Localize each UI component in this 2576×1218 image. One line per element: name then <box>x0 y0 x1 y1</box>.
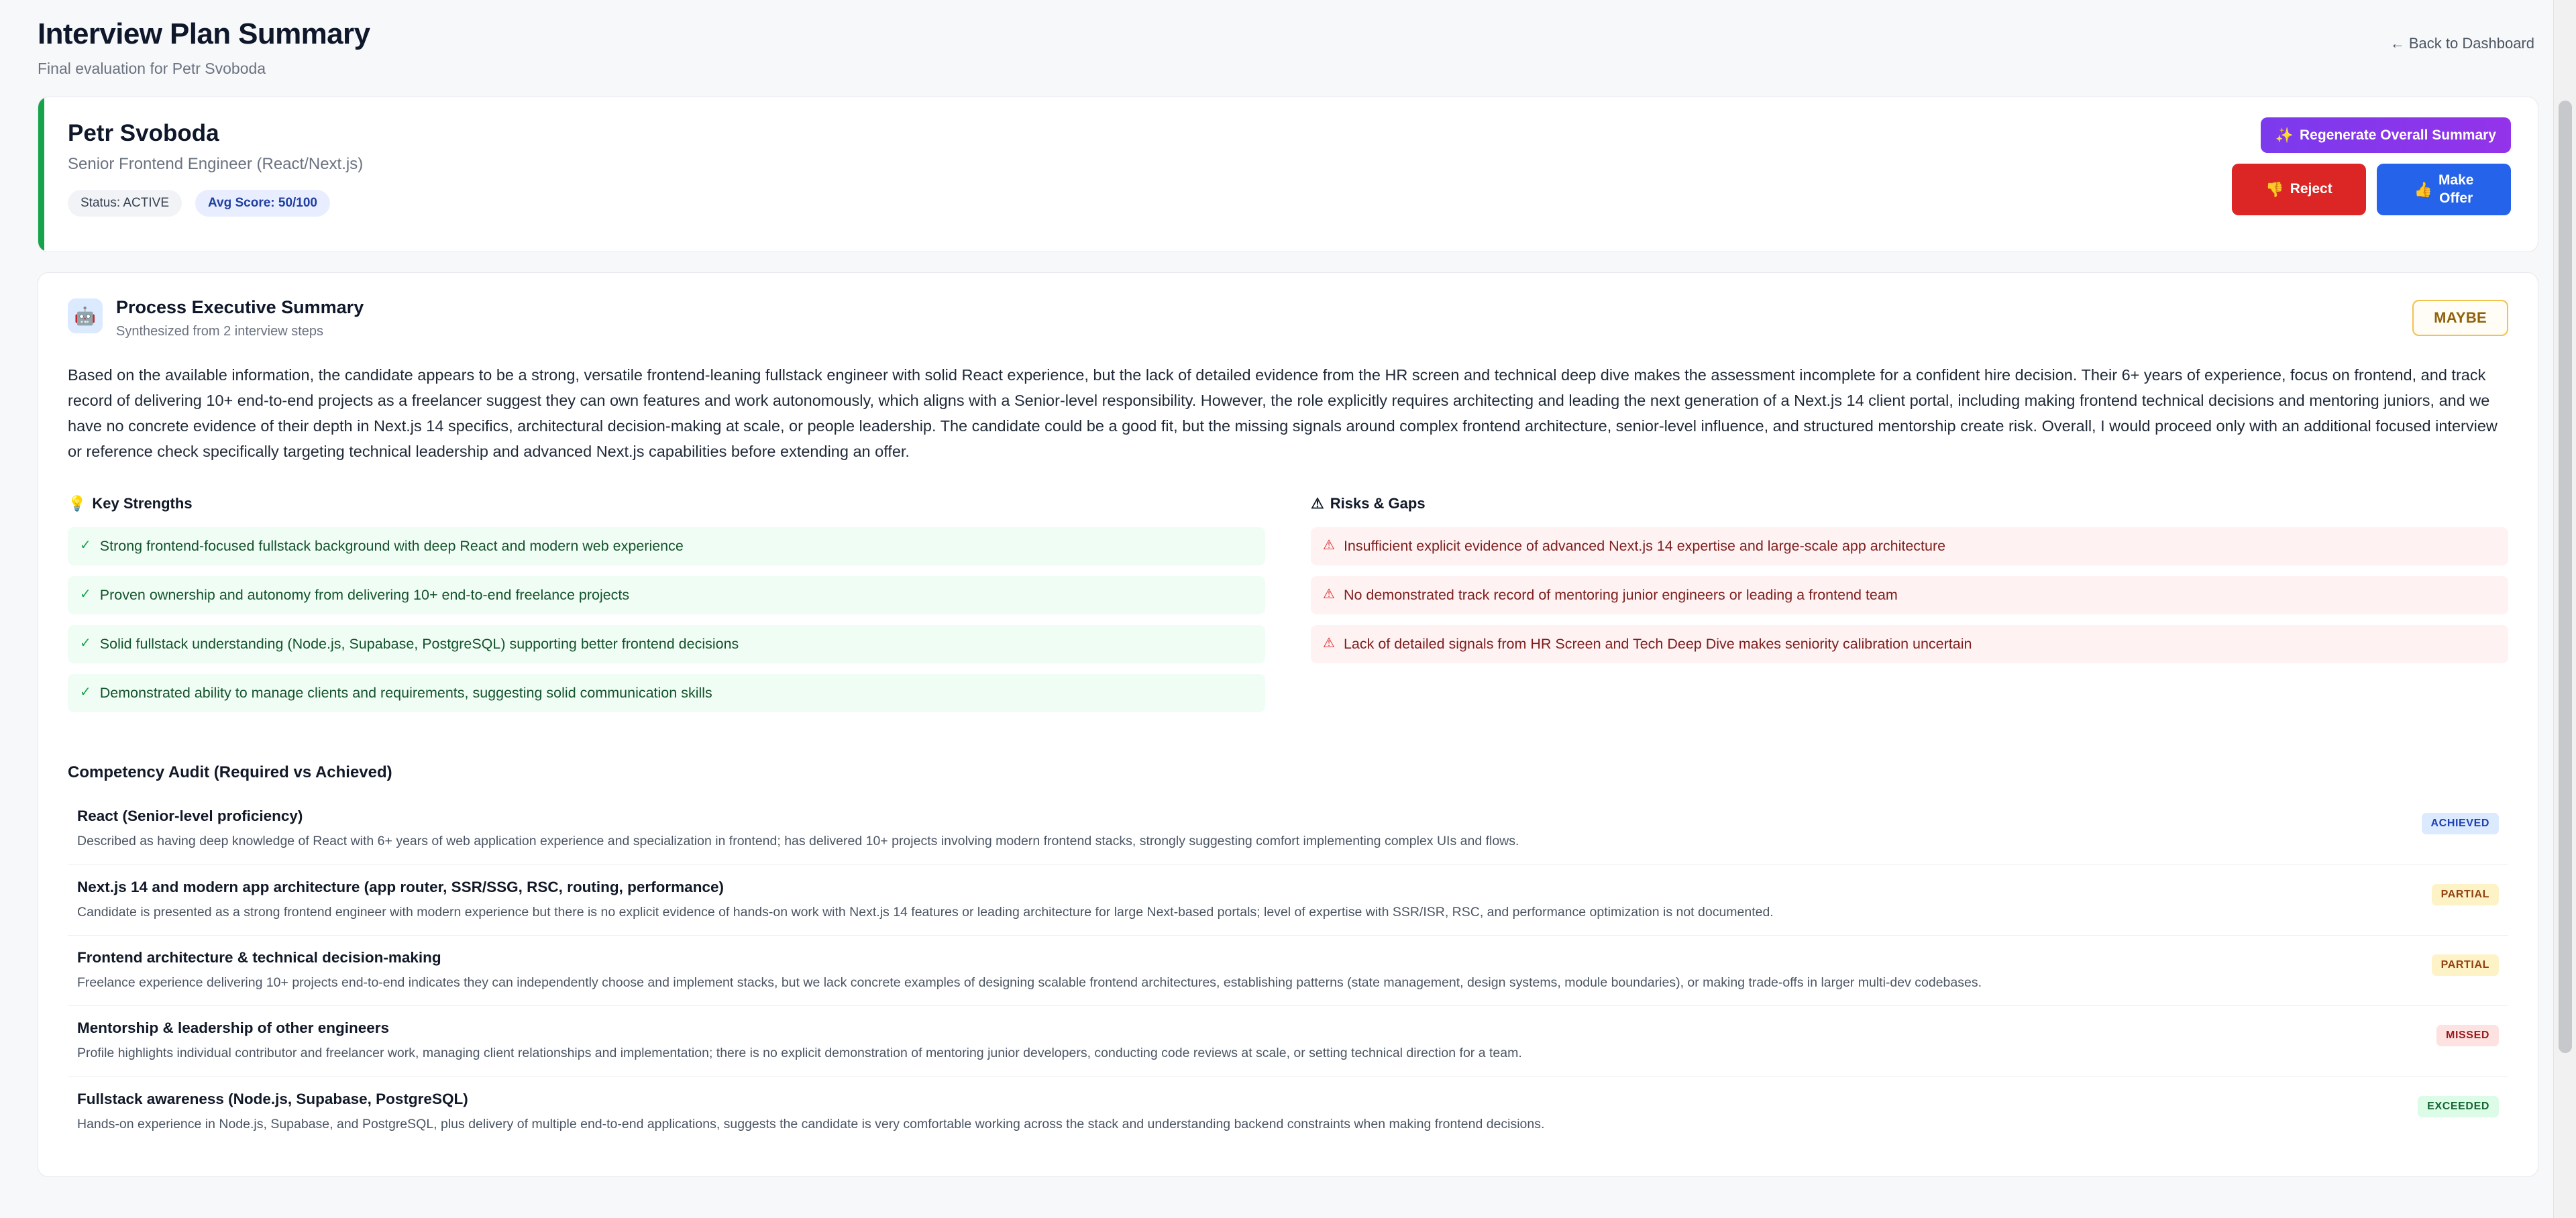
list-item-text: Insufficient explicit evidence of advanced Next.js 14 expertise and large-scale app architecture <box>1343 538 1946 555</box>
table-row <box>68 935 2508 1005</box>
thumbs-up-icon: 👍 <box>2414 180 2432 198</box>
list-item <box>1311 576 2508 614</box>
table-row <box>68 865 2508 935</box>
check-circle-icon: ✓ <box>80 587 91 602</box>
make-offer-label-line1: Make <box>2438 172 2474 188</box>
competency-name: Frontend architecture & technical decision-making <box>77 948 441 966</box>
make-offer-label-line2: Offer <box>2439 190 2473 206</box>
page-scrollbar[interactable] <box>2553 0 2576 1218</box>
check-circle-icon: ✓ <box>80 538 91 553</box>
competency-audit-list <box>68 794 2508 1146</box>
check-circle-icon: ✓ <box>80 685 91 700</box>
list-item <box>1311 625 2508 663</box>
candidate-actions <box>2232 117 2511 215</box>
summary-subtitle: Synthesized from 2 interview steps <box>116 324 324 339</box>
sparkles-icon: ✨ <box>2275 127 2294 144</box>
list-item-text: Lack of detailed signals from HR Screen and Tech Deep Dive makes seniority calibration uncertain <box>1343 636 1972 653</box>
risks-gaps-label: Risks & Gaps <box>1330 495 1426 512</box>
regenerate-overall-summary-button[interactable] <box>2261 117 2511 153</box>
back-to-dashboard-link[interactable]: ← Back to Dashboard <box>2390 35 2534 52</box>
competency-description: Freelance experience delivering 10+ projects end-to-end indicates they can independently choose and implement stacks, but we lack concrete examples of designing scalable frontend architectures, establishing patterns (state management, design systems, module boundaries), or making trade-offs in larger multi-dev codebases. <box>77 975 1982 990</box>
risks-gaps-title <box>1311 495 2508 512</box>
list-item-text: Demonstrated ability to manage clients and requirements, suggesting solid communication skills <box>99 685 712 702</box>
competency-description: Described as having deep knowledge of React with 6+ years of web application experience and specialization in frontend; has delivered 10+ projects involving modern frontend stacks, strongly suggesting comfort implementing complex UIs and flows. <box>77 834 1519 849</box>
summary-body-text: Based on the available information, the candidate appears to be a strong, versatile frontend-leaning fullstack engineer with solid React experience, but the lack of detailed evidence from the HR screen and technical deep dive makes the assessment incomplete for a confident hire decision. Their 6+ years of experience, focus on frontend, and track record of delivering 10+ end-to-end projects as a freelancer suggest they can own features and work autonomously, which aligns with a Senior-level responsibility. However, the role explicitly requires architecting and leading the next generation of a Next.js 14 client portal, including making frontend technical decisions and mentoring juniors, and we have no concrete evidence of their depth in Next.js 14 specifics, architectural decision-making at scale, or people leadership. The candidate could be a good fit, but the missing signals around complex frontend architecture, senior-level influence, and structured mentorship create risk. Overall, I would proceed only with an additional focused interview or reference check specifically targeting technical leadership and advanced Next.js capabilities before extending an offer. <box>68 366 2498 461</box>
competency-status-badge: PARTIAL <box>2432 954 2499 976</box>
list-item-text: Proven ownership and autonomy from delivering 10+ end-to-end freelance projects <box>99 587 630 604</box>
table-row <box>68 794 2508 864</box>
risks-gaps-column <box>1311 495 2508 723</box>
competency-status-badge: PARTIAL <box>2432 884 2499 905</box>
key-strengths-column <box>68 495 1265 723</box>
competency-description: Hands-on experience in Node.js, Supabase, and PostgreSQL, plus delivery of multiple end-to-end applications, suggests the candidate is very comfortable working across the stack and understanding backend constraints when making frontend decisions. <box>77 1116 1545 1131</box>
decision-buttons <box>2232 164 2511 215</box>
page-header <box>0 0 2576 93</box>
page-title: Interview Plan Summary <box>38 17 370 50</box>
reject-label: Reject <box>2290 181 2332 197</box>
list-item <box>1311 527 2508 565</box>
lightbulb-icon: 💡 <box>68 495 87 512</box>
table-row <box>68 1005 2508 1076</box>
executive-summary-card <box>38 272 2538 1177</box>
summary-header <box>68 297 2508 339</box>
thumbs-down-icon: 👎 <box>2265 180 2284 198</box>
list-item-text: Solid fullstack understanding (Node.js, Supabase, PostgreSQL) supporting better frontend decisions <box>99 636 739 653</box>
make-offer-button[interactable] <box>2377 164 2511 215</box>
strengths-risks-columns <box>68 495 2508 723</box>
key-strengths-label: Key Strengths <box>92 495 193 512</box>
list-item-text: No demonstrated track record of mentoring junior engineers or leading a frontend team <box>1343 587 1898 604</box>
competency-description: Profile highlights individual contributor and freelancer work, managing client relationships and implementation; there is no explicit demonstration of mentoring junior developers, conducting code reviews at scale, or setting technical direction for a team. <box>77 1046 1522 1061</box>
competency-name: React (Senior-level proficiency) <box>77 808 303 825</box>
check-circle-icon: ✓ <box>80 636 91 651</box>
regenerate-label: Regenerate Overall Summary <box>2300 127 2496 143</box>
competency-audit-title: Competency Audit (Required vs Achieved) <box>68 763 392 782</box>
page-subtitle: Final evaluation for Petr Svoboda <box>38 60 266 77</box>
list-item <box>68 527 1265 565</box>
table-row <box>68 1076 2508 1147</box>
competency-status-badge: EXCEEDED <box>2418 1096 2499 1117</box>
list-item <box>68 674 1265 712</box>
status-badge: Status: ACTIVE <box>68 190 182 217</box>
error-circle-icon: ⚠ <box>1323 636 1335 651</box>
competency-status-badge: MISSED <box>2436 1025 2499 1046</box>
competency-status-badge: ACHIEVED <box>2422 813 2499 834</box>
list-item <box>68 576 1265 614</box>
error-circle-icon: ⚠ <box>1323 587 1335 602</box>
summary-title: Process Executive Summary <box>116 297 364 317</box>
reject-button[interactable] <box>2232 164 2366 215</box>
list-item-text: Strong frontend-focused fullstack background with deep React and modern web experience <box>99 538 684 555</box>
warning-icon: ⚠ <box>1311 495 1324 512</box>
candidate-name: Petr Svoboda <box>68 120 219 146</box>
verdict-badge: MAYBE <box>2412 300 2508 336</box>
key-strengths-title <box>68 495 1265 512</box>
error-circle-icon: ⚠ <box>1323 538 1335 553</box>
score-badge: Avg Score: 50/100 <box>195 190 330 217</box>
candidate-badges <box>68 190 2511 217</box>
candidate-role: Senior Frontend Engineer (React/Next.js) <box>68 155 364 173</box>
competency-name: Fullstack awareness (Node.js, Supabase, PostgreSQL) <box>77 1090 468 1107</box>
competency-name: Next.js 14 and modern app architecture (app router, SSR/SSG, RSC, routing, performance) <box>77 878 724 895</box>
competency-name: Mentorship & leadership of other engineers <box>77 1019 390 1037</box>
list-item <box>68 625 1265 663</box>
competency-description: Candidate is presented as a strong frontend engineer with modern experience but there is no explicit evidence of hands-on work with Next.js 14 features or leading architecture for large Next-based portals; level of expertise with SSR/ISR, RSC, and performance optimization is not documented. <box>77 904 1774 920</box>
robot-icon: 🤖 <box>68 298 103 333</box>
candidate-card <box>38 97 2538 252</box>
scrollbar-thumb[interactable] <box>2559 101 2572 1053</box>
